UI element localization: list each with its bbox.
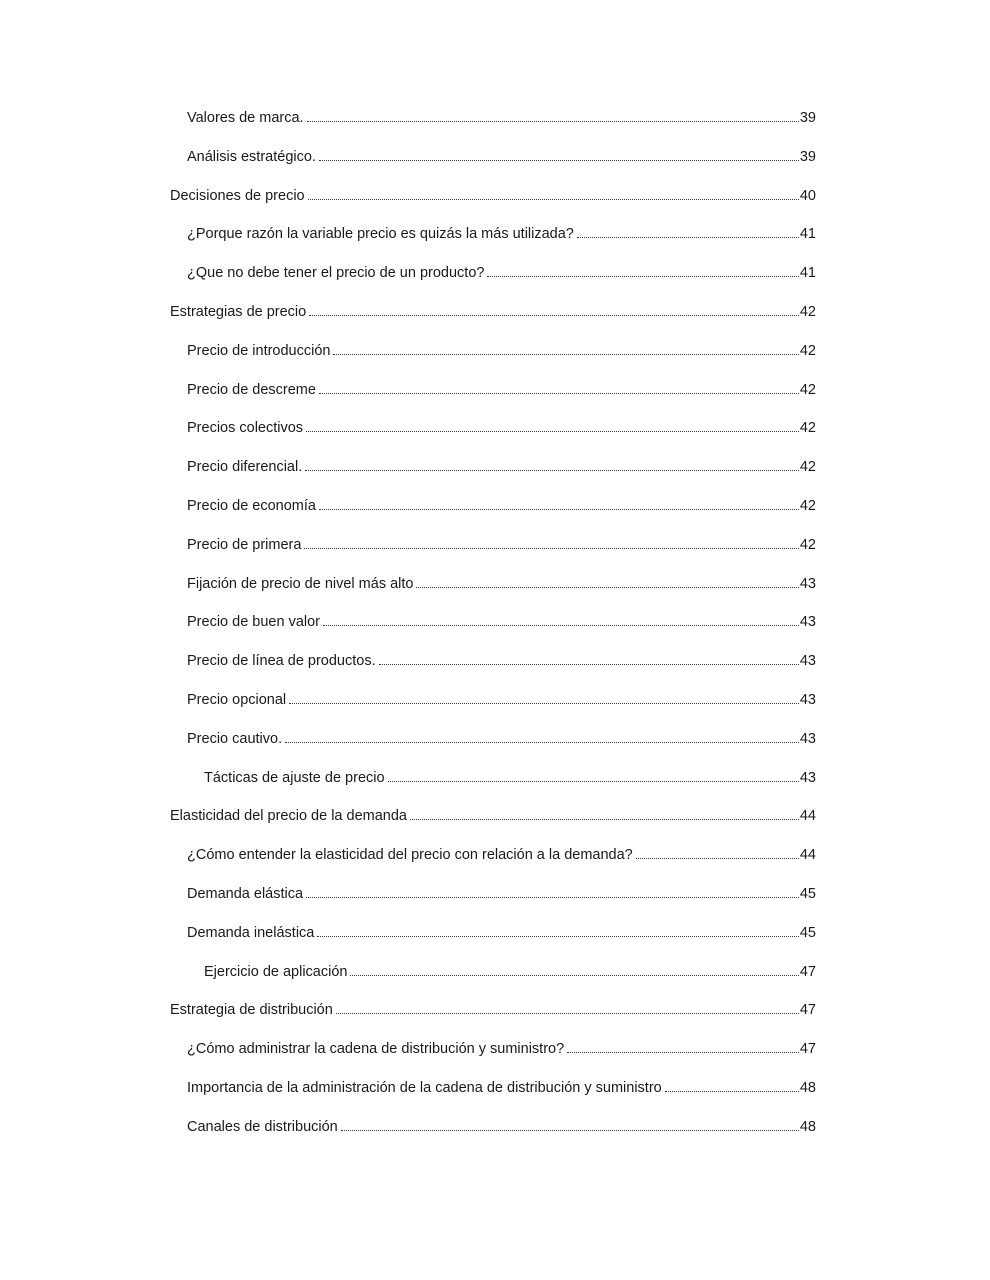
toc-entry-page-number: 39 [799, 110, 816, 126]
toc-entry[interactable] [170, 1078, 816, 1117]
toc-entry-title: Estrategias de precio [170, 303, 307, 320]
toc-entry[interactable] [170, 690, 816, 729]
toc-entry[interactable] [170, 574, 816, 613]
toc-entry-page-number: 44 [799, 808, 816, 825]
toc-entry[interactable] [170, 108, 816, 147]
toc-entry[interactable] [170, 263, 816, 302]
toc-entry-page-number: 42 [799, 303, 816, 320]
toc-entry-page-number: 42 [799, 536, 816, 553]
toc-entry[interactable] [170, 535, 816, 574]
toc-entry-page-number: 42 [799, 420, 816, 437]
toc-entry-page-number: 43 [799, 575, 816, 592]
toc-entry-title: Elasticidad del precio de la demanda [170, 808, 407, 825]
toc-entry[interactable] [170, 186, 816, 225]
toc-entry[interactable] [170, 302, 816, 341]
toc-entry[interactable] [170, 1039, 816, 1078]
toc-entry-title: Valores de marca. [187, 110, 304, 126]
dot-leader [416, 587, 798, 588]
toc-entry-page-number: 43 [799, 730, 816, 747]
toc-entry[interactable] [170, 457, 816, 496]
toc-entry[interactable] [170, 923, 816, 962]
toc-entry[interactable] [170, 341, 816, 380]
toc-entry-title: ¿Cómo administrar la cadena de distribución y suministro? [187, 1041, 565, 1058]
toc-entry-page-number: 45 [799, 924, 816, 941]
dot-leader [350, 975, 798, 976]
dot-leader [307, 121, 799, 122]
toc-entry-page-number: 41 [799, 226, 816, 243]
toc-entry[interactable] [170, 884, 816, 923]
dot-leader [410, 819, 799, 820]
toc-entry-page-number: 39 [799, 148, 816, 165]
dot-leader [289, 703, 799, 704]
toc-entry-page-number: 45 [799, 885, 816, 902]
dot-leader [323, 625, 799, 626]
toc-entry[interactable] [170, 612, 816, 651]
dot-leader [305, 470, 799, 471]
toc-entry[interactable] [170, 380, 816, 419]
toc-entry[interactable] [170, 651, 816, 690]
toc-entry-title: Decisiones de precio [170, 187, 305, 204]
dot-leader [319, 509, 799, 510]
toc-entry[interactable] [170, 1117, 816, 1156]
dot-leader [317, 936, 799, 937]
dot-leader [309, 315, 799, 316]
toc-entry-page-number: 48 [799, 1079, 816, 1096]
table-of-contents [170, 108, 816, 1156]
toc-entry-title: Análisis estratégico. [187, 148, 316, 165]
dot-leader [487, 276, 798, 277]
toc-entry-title: Precio de buen valor [187, 614, 320, 631]
dot-leader [306, 431, 799, 432]
toc-entry-page-number: 43 [799, 769, 816, 786]
dot-leader [336, 1013, 799, 1014]
toc-entry[interactable] [170, 845, 816, 884]
dot-leader [304, 548, 798, 549]
toc-entry-page-number: 42 [799, 459, 816, 476]
toc-entry-page-number: 47 [799, 963, 816, 980]
toc-entry[interactable] [170, 496, 816, 535]
toc-entry-title: Precio diferencial. [187, 459, 303, 476]
toc-entry-title: Ejercicio de aplicación [204, 963, 348, 980]
toc-entry-title: Tácticas de ajuste de precio [204, 769, 385, 786]
toc-entry-title: Demanda inelástica [187, 924, 315, 941]
dot-leader [388, 781, 799, 782]
dot-leader [379, 664, 799, 665]
toc-entry-title: Precio cautivo. [187, 730, 283, 747]
toc-entry-title: Fijación de precio de nivel más alto [187, 575, 414, 592]
toc-entry-title: Precios colectivos [187, 420, 304, 437]
toc-entry-page-number: 43 [799, 653, 816, 670]
toc-entry[interactable] [170, 1000, 816, 1039]
toc-entry-page-number: 47 [799, 1041, 816, 1058]
dot-leader [567, 1052, 799, 1053]
dot-leader [308, 199, 799, 200]
toc-entry-page-number: 43 [799, 614, 816, 631]
toc-entry-page-number: 40 [799, 187, 816, 204]
toc-entry-title: ¿Cómo entender la elasticidad del precio con relación a la demanda? [187, 847, 633, 864]
dot-leader [306, 897, 799, 898]
toc-entry-title: ¿Que no debe tener el precio de un producto? [187, 265, 485, 282]
toc-entry-title: Precio opcional [187, 691, 287, 708]
toc-entry[interactable] [170, 147, 816, 186]
toc-entry-page-number: 43 [799, 691, 816, 708]
toc-entry-page-number: 44 [799, 847, 816, 864]
toc-entry-title: ¿Porque razón la variable precio es quizás la más utilizada? [187, 226, 574, 243]
toc-entry-page-number: 42 [799, 497, 816, 514]
toc-entry[interactable] [170, 729, 816, 768]
toc-entry-title: Precio de primera [187, 536, 302, 553]
dot-leader [577, 237, 799, 238]
toc-entry-page-number: 47 [799, 1002, 816, 1019]
toc-entry[interactable] [170, 224, 816, 263]
dot-leader [285, 742, 799, 743]
dot-leader [333, 354, 798, 355]
toc-entry[interactable] [170, 418, 816, 457]
toc-entry-title: Demanda elástica [187, 885, 304, 902]
dot-leader [665, 1091, 799, 1092]
toc-entry-title: Estrategia de distribución [170, 1002, 333, 1019]
toc-entry[interactable] [170, 768, 816, 807]
dot-leader [319, 160, 799, 161]
toc-entry-title: Precio de economía [187, 497, 316, 514]
dot-leader [319, 393, 799, 394]
toc-entry-page-number: 42 [799, 381, 816, 398]
toc-entry[interactable] [170, 962, 816, 1001]
toc-entry[interactable] [170, 806, 816, 845]
toc-entry-page-number: 48 [799, 1118, 816, 1135]
toc-entry-title: Canales de distribución [187, 1118, 338, 1135]
dot-leader [636, 858, 799, 859]
toc-entry-title: Precio de descreme [187, 381, 316, 398]
toc-entry-title: Precio de introducción [187, 342, 331, 359]
toc-entry-page-number: 41 [799, 265, 816, 282]
toc-entry-page-number: 42 [799, 342, 816, 359]
dot-leader [341, 1130, 799, 1131]
toc-entry-title: Importancia de la administración de la cadena de distribución y suministro [187, 1079, 662, 1096]
toc-entry-title: Precio de línea de productos. [187, 653, 376, 670]
